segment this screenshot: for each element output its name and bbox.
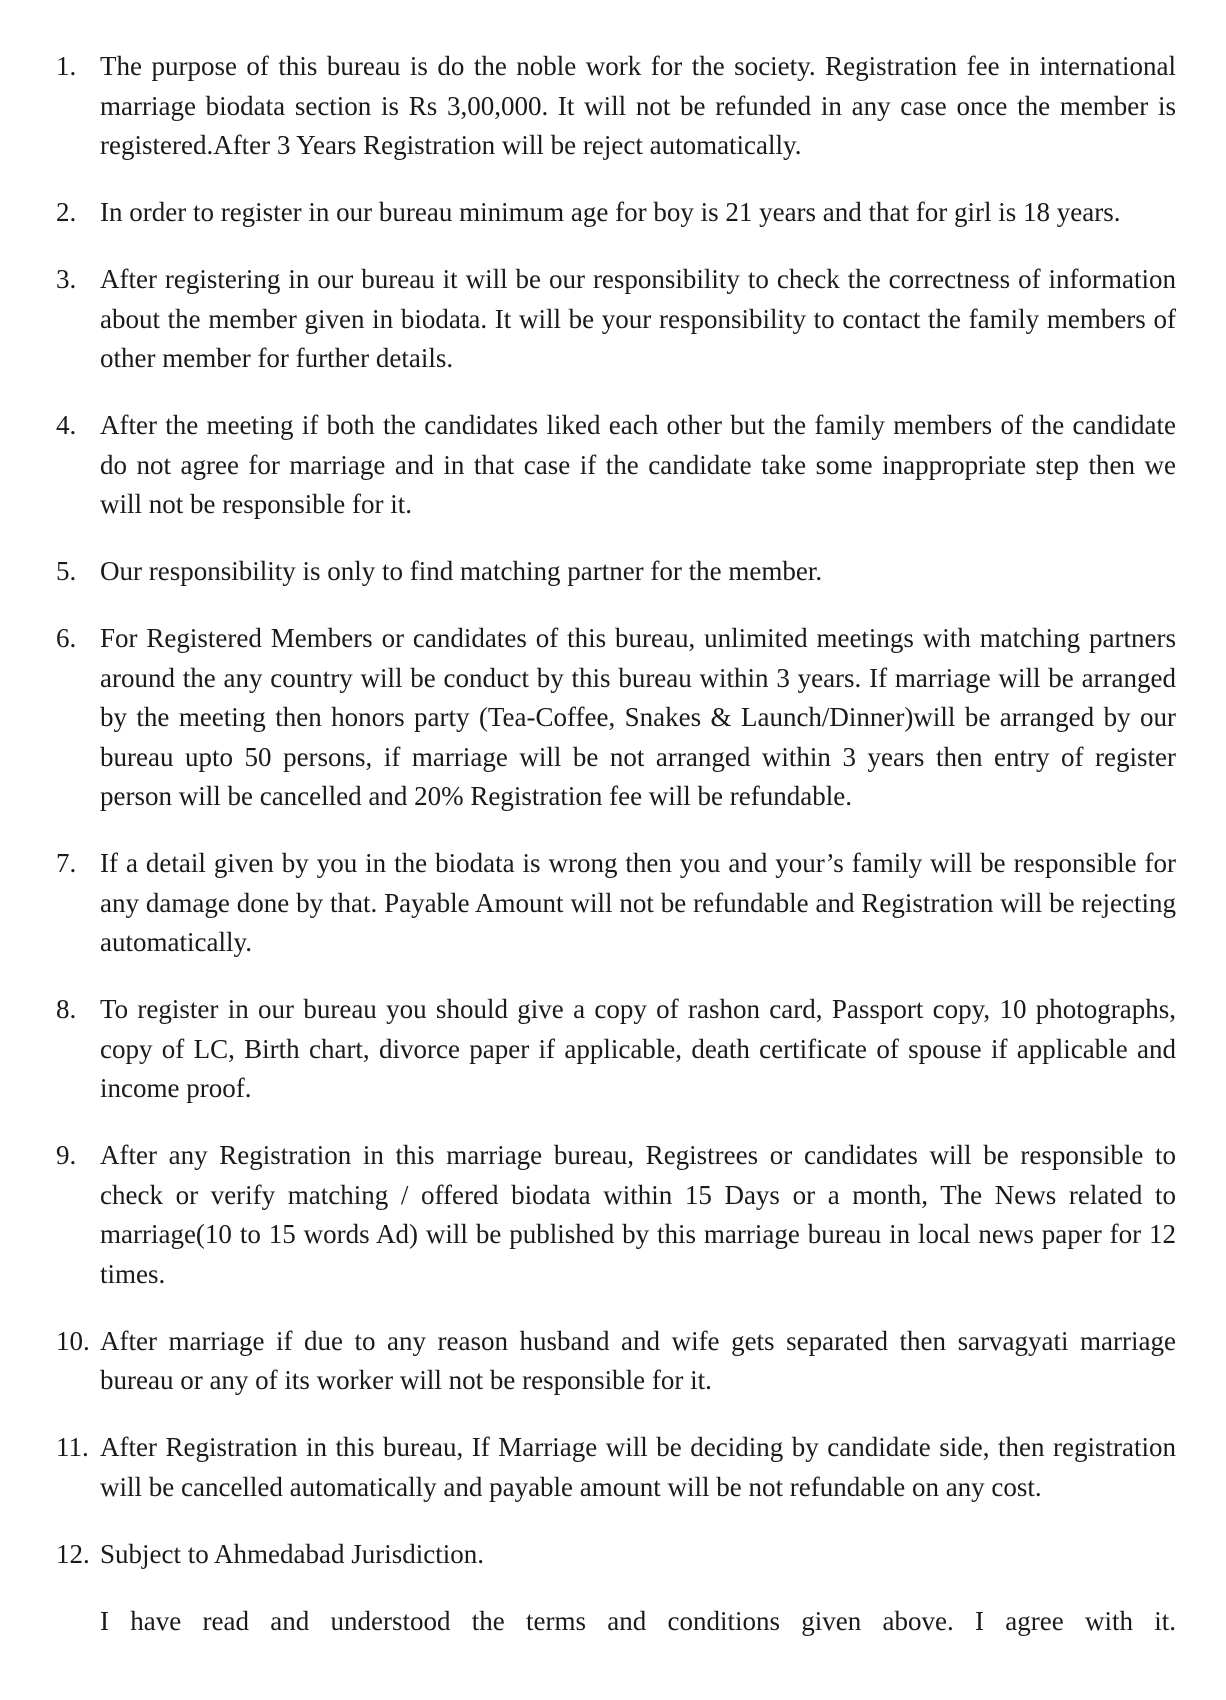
term-item-4 [56, 406, 1176, 525]
term-number: 8. [56, 994, 77, 1024]
term-item-5 [56, 552, 1176, 592]
term-text: After marriage if due to any reason husband and wife gets separated then sarvagyati marriage bureau or any of its worker will not be responsible for it. [100, 1325, 1176, 1395]
term-item-10 [56, 1322, 1176, 1401]
term-text: For Registered Members or candidates of this bureau, unlimited meetings with matching partners around the any country will be conduct by this bureau within 3 years. If marriage will be arranged by the meeting then honors party (Tea-Coffee, Snakes & Launch/Dinner)will be arranged by our bureau upto 50 persons, if marriage will be not arranged within 3 years then entry of register person will be cancelled and 20% Registration fee will be refundable. [100, 623, 1176, 811]
term-item-12 [56, 1535, 1176, 1575]
term-item-7 [56, 844, 1176, 963]
term-item-1 [56, 47, 1176, 166]
term-number: 9. [56, 1140, 77, 1170]
term-number: 3. [56, 264, 77, 294]
term-text: After registering in our bureau it will be our responsibility to check the correctness of information about the member given in biodata. It will be your responsibility to contact the family members of other member for further details. [100, 264, 1176, 373]
term-number: 2. [56, 197, 77, 227]
term-text: Subject to Ahmedabad Jurisdiction. [100, 1538, 484, 1569]
term-number: 6. [56, 623, 77, 653]
term-text: The purpose of this bureau is do the noble work for the society. Registration fee in international marriage biodata section is Rs 3,00,000. It will not be refunded in any case once the member is registered.After 3 Years Registration will be reject automatically. [100, 51, 1176, 160]
term-item-2 [56, 193, 1176, 233]
term-number: 5. [56, 556, 77, 586]
term-number: 4. [56, 410, 77, 440]
term-item-9 [56, 1136, 1176, 1294]
term-text: After the meeting if both the candidates liked each other but the family members of the candidate do not agree for marriage and in that case if the candidate take some inappropriate step then we will not be responsible for it. [100, 410, 1176, 519]
term-text: In order to register in our bureau minimum age for boy is 21 years and that for girl is 18 years. [100, 197, 1121, 227]
term-item-6 [56, 619, 1176, 817]
term-item-3 [56, 260, 1176, 379]
term-text: After Registration in this bureau, If Marriage will be deciding by candidate side, then registration will be cancelled automatically and payable amount will be not refundable on any cost. [100, 1432, 1176, 1502]
term-number: 1. [56, 51, 77, 81]
term-text: Our responsibility is only to find matching partner for the member. [100, 556, 823, 586]
agreement-statement: I have read and understood the terms and conditions given above. I agree with it. [100, 1605, 1176, 1636]
term-number: 12. [56, 1538, 90, 1569]
term-text: After any Registration in this marriage bureau, Registrees or candidates will be responsible to check or verify matching / offered biodata within 15 Days or a month, The News related to marriage(10 to 15 words Ad) will be published by this marriage bureau in local news paper for 12 times. [100, 1140, 1176, 1289]
term-number: 11. [56, 1432, 89, 1462]
term-number: 10. [56, 1325, 90, 1356]
term-item-8 [56, 990, 1176, 1109]
term-text: To register in our bureau you should give a copy of rashon card, Passport copy, 10 photographs, copy of LC, Birth chart, divorce paper if applicable, death certificate of spouse if applicable and income proof. [100, 994, 1176, 1103]
term-number: 7. [56, 848, 77, 878]
term-text: If a detail given by you in the biodata is wrong then you and your’s family will be responsible for any damage done by that. Payable Amount will not be refundable and Registration will be rejecting automatically. [100, 848, 1176, 957]
terms-list [56, 47, 1176, 1574]
term-item-11 [56, 1428, 1176, 1507]
